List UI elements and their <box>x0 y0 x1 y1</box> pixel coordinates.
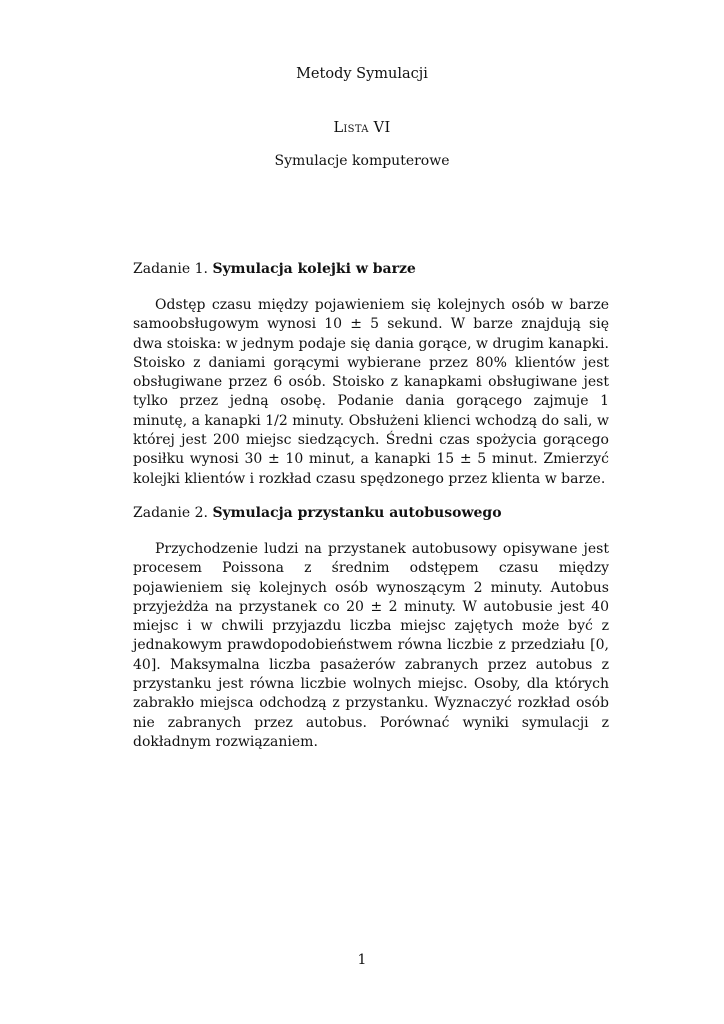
task-1-label: Zadanie 1. <box>133 261 208 277</box>
task-2-name: Symulacja przystanku autobusowego <box>212 505 502 521</box>
task-2-label: Zadanie 2. <box>133 505 208 521</box>
task-1-name: Symulacja kolejki w barze <box>212 261 416 277</box>
task-1-heading <box>133 258 609 280</box>
list-subtitle: Symulacje komputerowe <box>274 153 450 169</box>
task-2-body: Przychodzenie ludzi na przystanek autobusowy opisywane jest procesem Poissona z średnim odstępem czasu między pojawieniem się kolejnych osób wynoszącym 2 minuty. Autobus przyjeżdża na przystanek co 20 ± 2 minuty. W autobusie jest 40 miejsc i w chwili przyjazdu liczba miejsc zajętych może być z jednakowym prawdopodobieństwem równa liczbie z przedziału [0, 40]. Maksymalna liczba pasażerów zabranych przez autobus z przystanku jest równa liczbie wolnych miejsc. Osoby, dla których zabrakło miejsca odchodzą z przystanku. Wyznaczyć rozkład osób nie zabranych przez autobus. Porównać wyniki symulacji z dokładnym rozwiązaniem. <box>133 541 609 750</box>
course-title: Metody Symulacji <box>296 66 428 82</box>
task-1-body: Odstęp czasu między pojawieniem się kolejnych osób w barze samoobsługowym wynosi 10 ± 5 sekund. W barze znajdują się dwa stoiska: w jednym podaje się dania gorące, w drugim kanapki. Stoisko z daniami gorącymi wybierane przez 80% klientów jest obsługiwane przez 6 osób. Stoisko z kanapkami obsługiwane jest tylko przez jedną osobę. Podanie dania gorącego zajmuje 1 minutę, a kanapki 1/2 minuty. Obsłużeni klienci wchodzą do sali, w której jest 200 miejsc siedzących. Średni czas spożycia gorącego posiłku wynosi 30 ± 10 minut, a kanapki 15 ± 5 minut. Zmierzyć kolejki klientów i rozkład czasu spędzonego przez klienta w barze. <box>133 297 609 487</box>
list-title: Lista VI <box>333 120 391 136</box>
task-2-heading <box>133 502 609 524</box>
task-1 <box>133 258 609 489</box>
task-2 <box>133 502 609 752</box>
page-number: 1 <box>357 952 367 968</box>
